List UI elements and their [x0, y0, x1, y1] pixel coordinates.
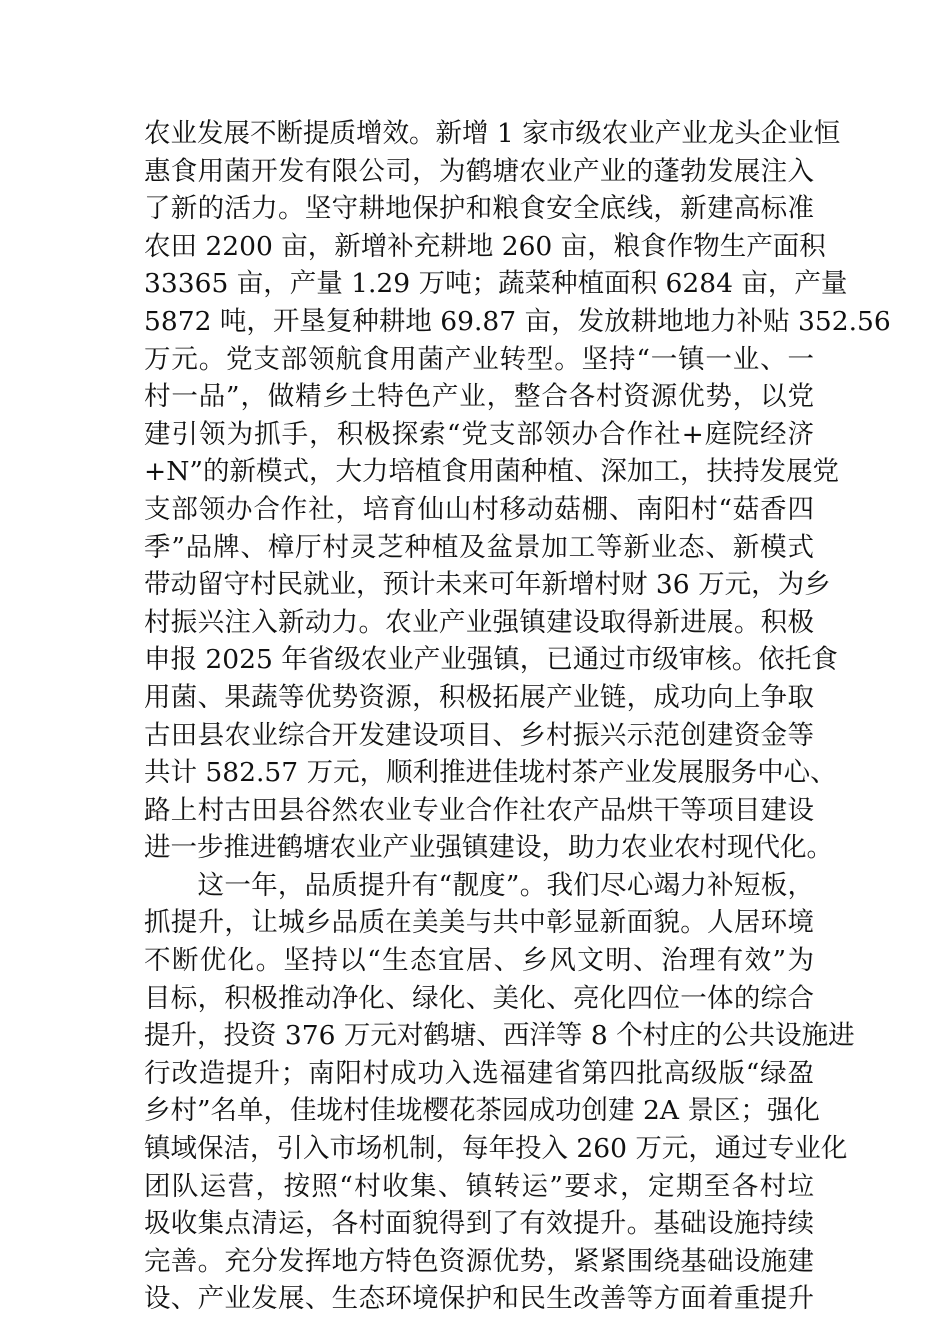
- text-line: 农田 2200 亩，新增补充耕地 260 亩，粮食作物生产面积: [144, 230, 826, 262]
- text-line: 村振兴注入新动力。农业产业强镇建设取得新进展。积极: [144, 606, 814, 638]
- text-line: 圾收集点清运，各村面貌得到了有效提升。基础设施持续: [144, 1208, 814, 1240]
- text-line: 5872 吨，开垦复种耕地 69.87 亩，发放耕地地力补贴 352.56: [144, 305, 891, 337]
- text-line: 共计 582.57 万元，顺利推进佳垅村茶产业发展服务中心、: [144, 757, 837, 789]
- text-line: 村一品”，做精乡土特色产业，整合各村资源优势，以党: [144, 381, 814, 413]
- text-line: 万元。党支部领航食用菌产业转型。坚持“一镇一业、一: [144, 343, 814, 375]
- text-line: 路上村古田县谷然农业专业合作社农产品烘干等项目建设: [144, 794, 814, 826]
- text-line: 用菌、果蔬等优势资源，积极拓展产业链，成功向上争取: [144, 681, 814, 713]
- text-line: 季”品牌、樟厅村灵芝种植及盆景加工等新业态、新模式: [144, 531, 814, 563]
- text-line: 团队运营，按照“村收集、镇转运”要求，定期至各村垃: [144, 1170, 814, 1202]
- text-line: 支部领办合作社，培育仙山村移动菇棚、南阳村“菇香四: [144, 493, 814, 525]
- text-line: 完善。充分发挥地方特色资源优势，紧紧围绕基础设施建: [144, 1245, 814, 1277]
- text-line: 农业发展不断提质增效。新增 1 家市级农业产业龙头企业恒: [144, 118, 841, 149]
- text-line: 惠食用菌开发有限公司，为鹤塘农业产业的蓬勃发展注入: [144, 155, 814, 187]
- body-text: [144, 115, 891, 1318]
- text-line: 进一步推进鹤塘农业产业强镇建设，助力农业农村现代化。: [144, 832, 833, 864]
- text-line: 不断优化。坚持以“生态宜居、乡风文明、治理有效”为: [144, 945, 814, 977]
- text-line: 古田县农业综合开发建设项目、乡村振兴示范创建资金等: [144, 719, 814, 751]
- text-line: 目标，积极推动净化、绿化、美化、亮化四位一体的综合: [144, 982, 814, 1014]
- text-line: 提升，投资 376 万元对鹤塘、西洋等 8 个村庄的公共设施进: [144, 1020, 855, 1052]
- text-line: 这一年，品质提升有“靓度”。我们尽心竭力补短板，: [144, 869, 814, 901]
- text-line: 镇域保洁，引入市场机制，每年投入 260 万元，通过专业化: [144, 1133, 848, 1165]
- text-line: 行改造提升；南阳村成功入选福建省第四批高级版“绿盈: [144, 1057, 814, 1089]
- text-line: 了新的活力。坚守耕地保护和粮食安全底线，新建高标准: [144, 193, 814, 225]
- text-line: 建引领为抓手，积极探索“党支部领办合作社+庭院经济: [144, 418, 814, 450]
- text-line: 申报 2025 年省级农业产业强镇，已通过市级审核。依托食: [144, 644, 838, 676]
- text-line: 乡村”名单，佳垅村佳垅樱花茶园成功创建 2A 景区；强化: [144, 1095, 820, 1127]
- text-line: +N”的新模式，大力培植食用菌种植、深加工，扶持发展党: [144, 456, 839, 488]
- text-line: 33365 亩，产量 1.29 万吨；蔬菜种植面积 6284 亩，产量: [144, 268, 848, 300]
- text-line: 抓提升，让城乡品质在美美与共中彰显新面貌。人居环境: [144, 907, 814, 939]
- text-line: 带动留守村民就业，预计未来可年新增村财 36 万元，为乡: [144, 569, 831, 601]
- text-line: 设、产业发展、生态环境保护和民生改善等方面着重提升: [144, 1283, 814, 1315]
